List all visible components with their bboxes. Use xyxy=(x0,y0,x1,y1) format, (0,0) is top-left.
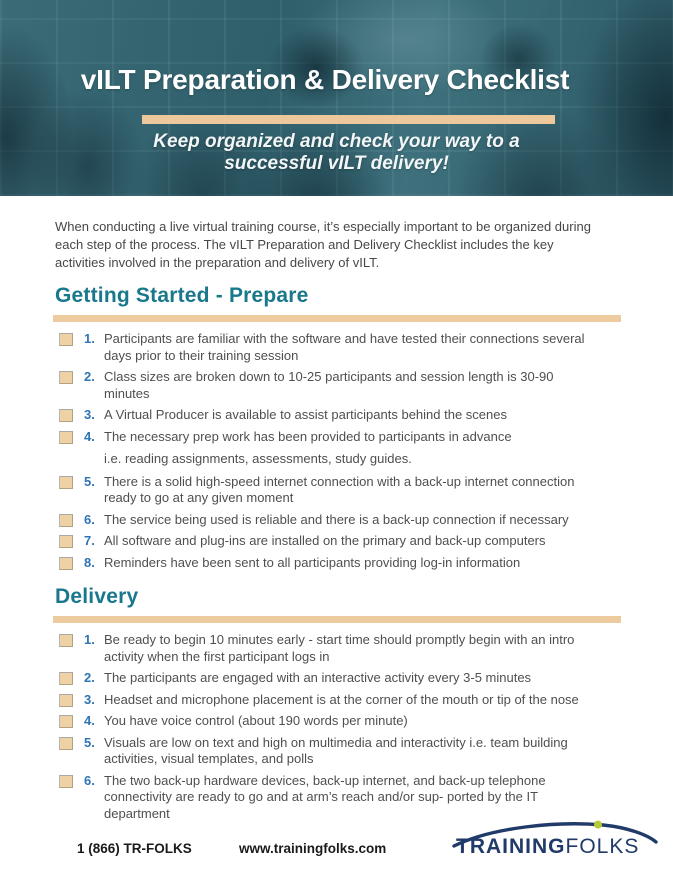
item-text xyxy=(104,474,574,507)
logo-training-text: TRAINING xyxy=(456,835,566,858)
checklist-item xyxy=(0,331,673,364)
website-link[interactable]: www.trainingfolks.com xyxy=(239,841,387,856)
checklist-item xyxy=(0,512,673,529)
item-text-line: The participants are engaged with an interactive activity every 3-5 minutes xyxy=(104,670,532,685)
intro-line: each step of the process. The vILT Preparation and Delivery Checklist includes the key xyxy=(55,237,554,252)
item-text xyxy=(104,692,579,709)
checkbox xyxy=(59,737,73,750)
item-text xyxy=(104,512,569,529)
checklist-item xyxy=(0,369,673,402)
title-underline-bar xyxy=(142,115,555,124)
item-text xyxy=(104,533,546,550)
item-text xyxy=(104,429,512,469)
item-text-line: Reminders have been sent to all participants providing log-in information xyxy=(104,554,521,570)
item-text-line: Class sizes are broken down to 10-25 participants and session length is 30-90 xyxy=(104,369,554,384)
section-heading: Delivery xyxy=(55,585,139,608)
section-delivery xyxy=(0,585,673,822)
checklist-item xyxy=(0,474,673,507)
item-text xyxy=(104,632,574,665)
subtitle-line-1: Keep organized and check your way to a xyxy=(153,131,520,152)
item-text-line: minutes xyxy=(104,385,150,401)
item-text-line: Participants are familiar with the software and have tested their connections several xyxy=(104,331,585,346)
item-text-line: department xyxy=(104,805,170,821)
page-subtitle xyxy=(0,131,673,175)
logo-folks-text: FOLKS xyxy=(565,835,640,858)
checkbox xyxy=(59,431,73,444)
checklist-item xyxy=(0,533,673,550)
item-text xyxy=(104,369,553,402)
logo-dot-icon xyxy=(594,821,602,829)
item-number: 8. xyxy=(84,554,95,570)
item-text-line: You have voice control (about 190 words per minute) xyxy=(104,713,408,728)
checklist-item xyxy=(0,713,673,730)
item-number: 3. xyxy=(84,691,95,707)
item-text-line: activities, visual templates, and polls xyxy=(104,751,314,766)
checklist-delivery xyxy=(0,632,673,822)
checkbox xyxy=(59,715,73,728)
item-text xyxy=(104,555,520,572)
item-number: 7. xyxy=(84,533,95,548)
checklist-item xyxy=(0,692,673,709)
checkbox xyxy=(59,634,73,647)
checklist-item xyxy=(0,555,673,572)
item-text-line: The two back-up hardware devices, back-up internet, and back-up telephone xyxy=(104,772,546,788)
section-underline-bar xyxy=(53,315,621,322)
phone-number: 1 (866) TR-FOLKS xyxy=(77,841,192,856)
item-number: 3. xyxy=(84,407,95,422)
checkbox xyxy=(59,535,73,548)
footer xyxy=(0,816,673,878)
item-text-line: Be ready to begin 10 minutes early - start time should promptly begin with an intro xyxy=(104,632,575,647)
item-text-line: activity when the first participant logs in xyxy=(104,648,330,664)
subtitle-line-2: successful vILT delivery! xyxy=(224,153,449,174)
item-number: 6. xyxy=(84,772,95,788)
item-number: 2. xyxy=(84,670,95,685)
checkbox xyxy=(59,557,73,570)
intro-line: activities involved in the preparation and delivery of vILT. xyxy=(55,255,380,270)
checkbox xyxy=(59,476,73,489)
checklist-item xyxy=(0,407,673,424)
item-number: 5. xyxy=(84,734,95,750)
item-text-line: ready to go at any given moment xyxy=(104,490,294,505)
intro-paragraph xyxy=(55,218,673,272)
item-number: 4. xyxy=(84,428,95,444)
checklist-item xyxy=(0,632,673,665)
item-number: 4. xyxy=(84,713,95,728)
item-number: 1. xyxy=(84,331,95,346)
item-text xyxy=(104,670,531,687)
checkbox xyxy=(59,409,73,422)
item-text-line: There is a solid high-speed internet connection with a back-up internet connection xyxy=(104,473,575,489)
item-number: 2. xyxy=(84,369,95,384)
page-title: vILT Preparation & Delivery Checklist xyxy=(80,64,570,95)
checkbox xyxy=(59,333,73,346)
item-text-line: The necessary prep work has been provided to participants in advance xyxy=(104,428,512,444)
intro-line: When conducting a live virtual training course, it’s especially important to be organized during xyxy=(55,219,591,234)
item-text xyxy=(104,713,408,730)
checkbox xyxy=(59,694,73,707)
item-text xyxy=(104,773,546,823)
item-text-line: connectivity are ready to go and at arm’s reach and/or sup- ported by the IT xyxy=(104,789,539,804)
checklist-item xyxy=(0,670,673,687)
checkbox xyxy=(59,775,73,788)
item-text xyxy=(104,407,507,424)
checkbox xyxy=(59,672,73,685)
checklist-prepare xyxy=(0,331,673,571)
section-getting-started xyxy=(0,284,673,571)
item-number: 6. xyxy=(84,511,95,527)
item-note: i.e. reading assignments, assessments, study guides. xyxy=(104,451,412,466)
item-text-line: Headset and microphone placement is at the corner of the mouth or tip of the nose xyxy=(104,691,579,707)
item-text-line: The service being used is reliable and there is a back-up connection if necessary xyxy=(104,511,569,527)
item-text xyxy=(104,735,568,768)
item-text xyxy=(104,331,585,364)
header-banner xyxy=(0,0,673,196)
item-text-line: days prior to their training session xyxy=(104,347,299,363)
checklist-item xyxy=(0,429,673,469)
checkbox xyxy=(59,514,73,527)
item-text-line: A Virtual Producer is available to assist participants behind the scenes xyxy=(104,407,507,422)
item-number: 1. xyxy=(84,632,95,647)
item-text-line: Visuals are low on text and high on multimedia and interactivity i.e. team building xyxy=(104,734,568,750)
checklist-item xyxy=(0,773,673,823)
trainingfolks-logo xyxy=(448,818,660,874)
logo-wordmark xyxy=(456,835,639,859)
checklist-item xyxy=(0,735,673,768)
item-number: 5. xyxy=(84,473,95,489)
section-heading: Getting Started - Prepare xyxy=(55,284,309,307)
item-text-line: All software and plug-ins are installed on the primary and back-up computers xyxy=(104,533,546,548)
checkbox xyxy=(59,371,73,384)
section-underline-bar xyxy=(53,616,621,623)
